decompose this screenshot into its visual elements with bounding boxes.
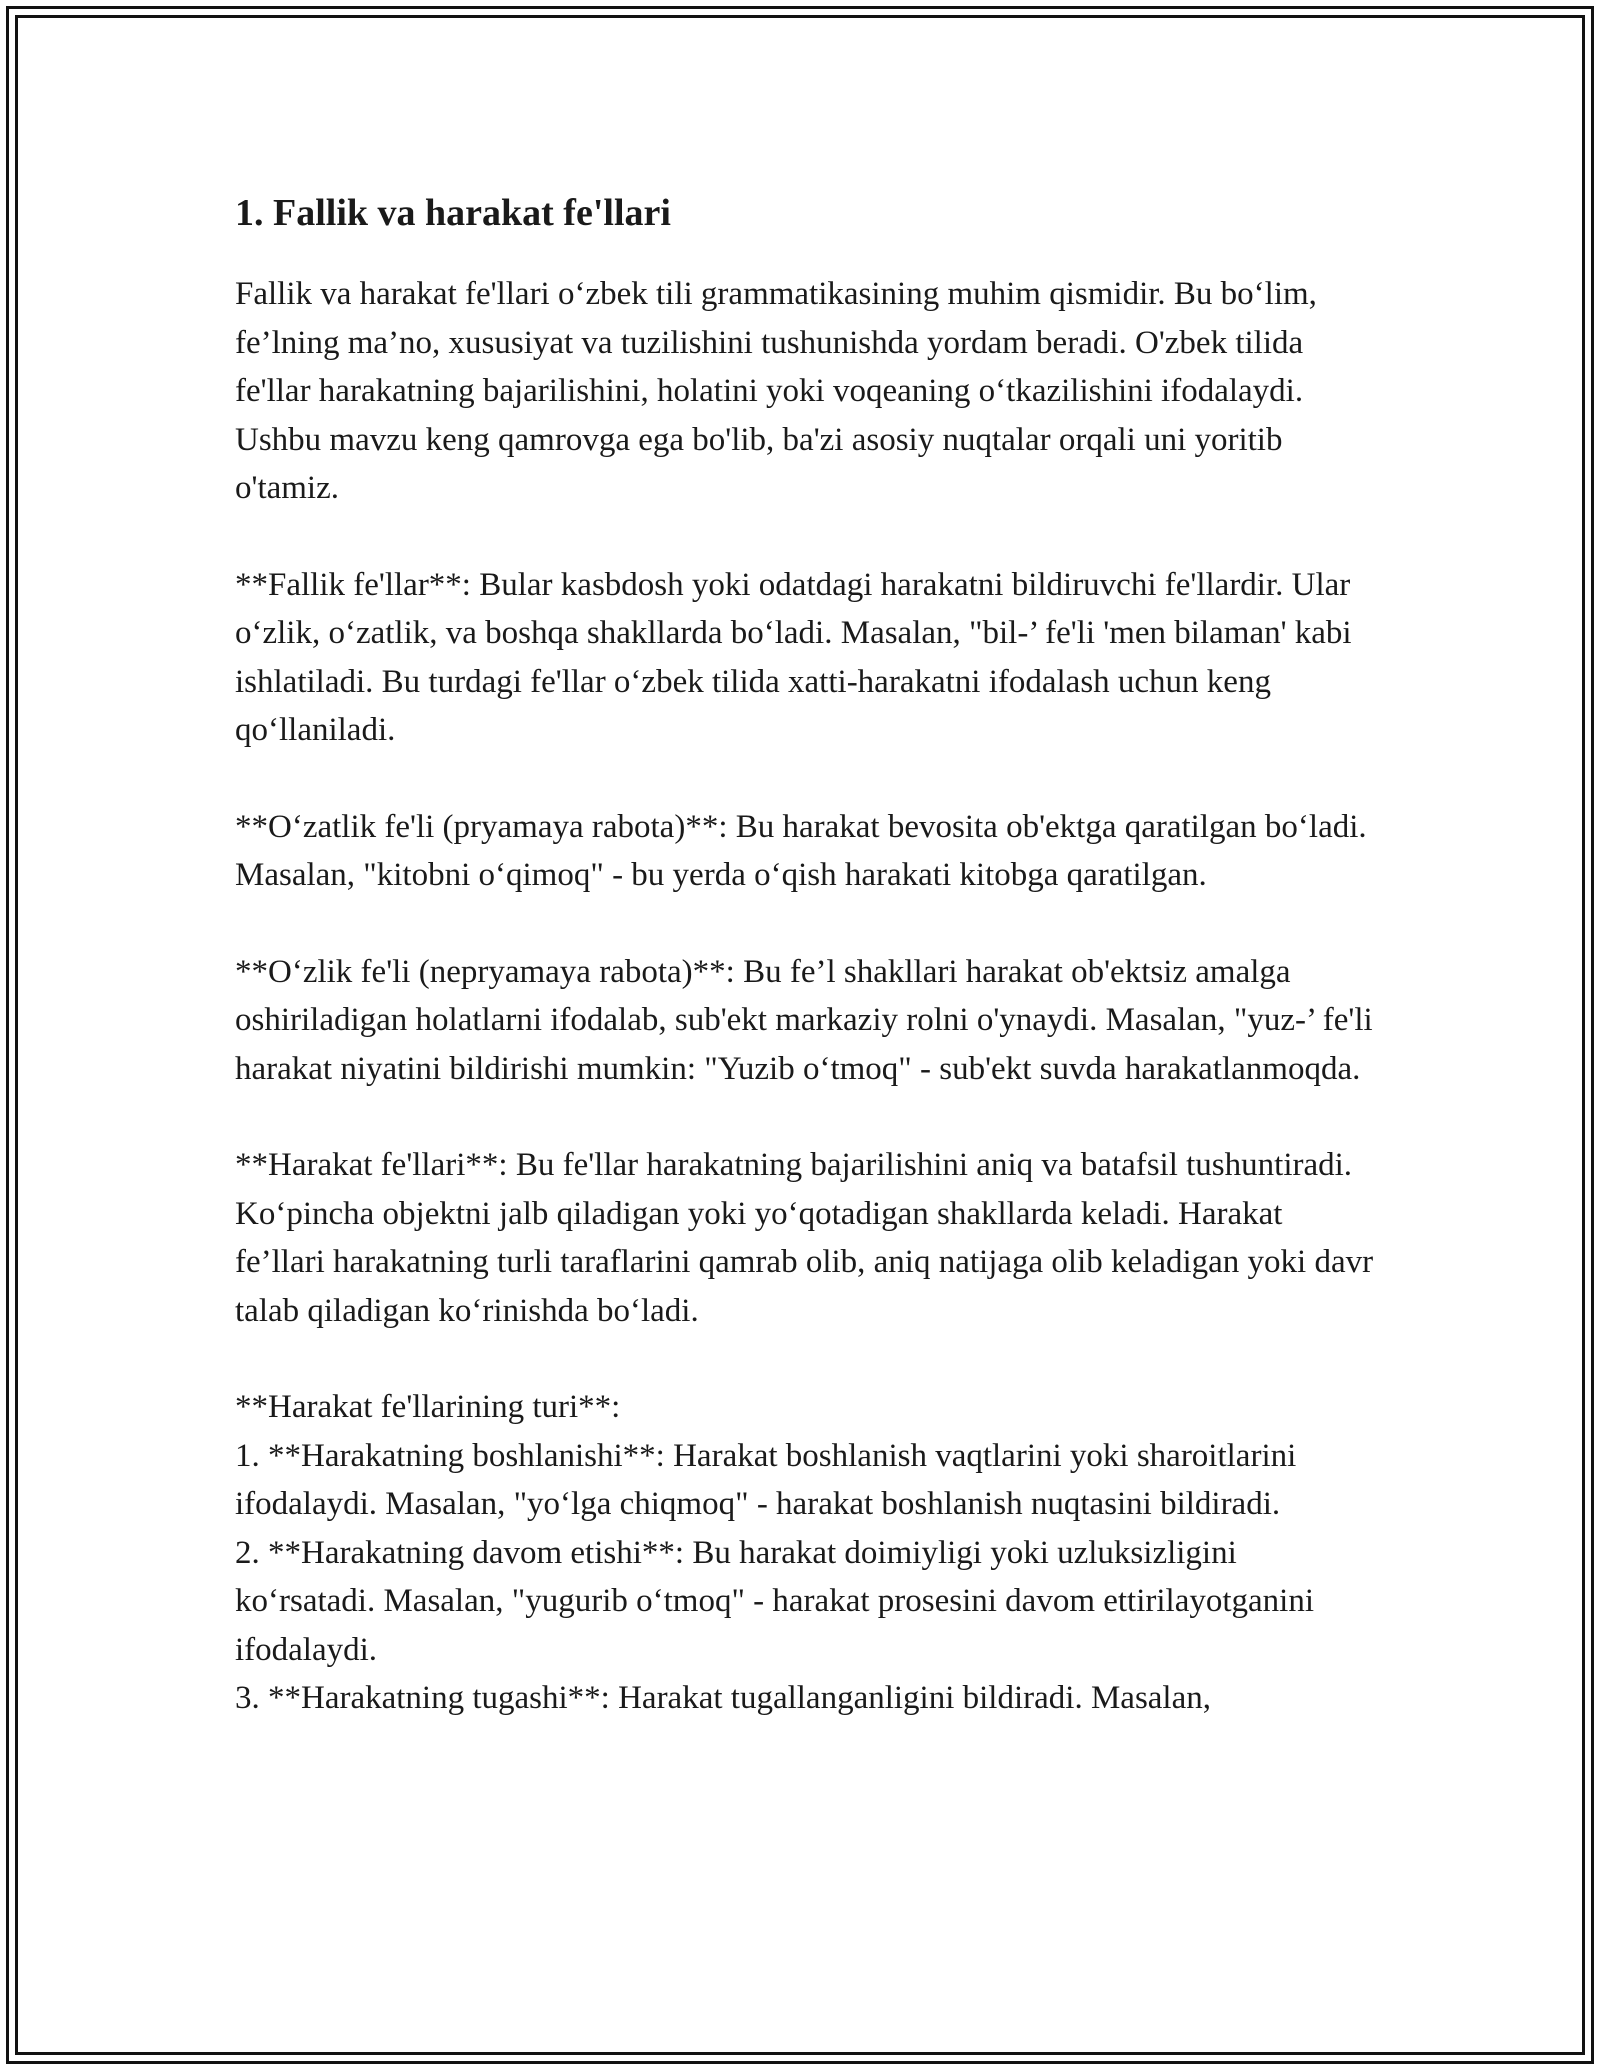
list-intro: **Harakat fe'llarining turi**: (235, 1389, 621, 1425)
paragraph-ozatlik-feli: **O‘zatlik fe'li (pryamaya rabota)**: Bu harakat bevosita ob'ektga qaratilgan bo‘ladi. Masalan, "kitobni o‘qimoq" - bu yerda o‘qish harakati kitobga qaratilgan. (235, 808, 1367, 893)
document-body (235, 190, 1375, 1723)
list-item: 2. **Harakatning davom etishi**: Bu harakat doimiyligi yoki uzluksizligini ko‘rsatadi. Masalan, "yugurib o‘tmoq" - harakat prosesini davom ettirilayotganini ifodalaydi. (235, 1534, 1315, 1668)
paragraph-fallik-fellar: **Fallik fe'llar**: Bular kasbdosh yoki odatdagi harakatni bildiruvchi fe'llardir. Ular o‘zlik, o‘zatlik, va boshqa shakllarda bo‘ladi. Masalan, "bil-’ fe'li 'men bilaman' kabi ishlatiladi. Bu turdagi fe'llar o‘zbek tilida xatti-harakatni ifodalash uchun keng qo‘llaniladi. (235, 566, 1352, 748)
types-list (235, 1383, 1375, 1723)
list-item: 3. **Harakatning tugashi**: Harakat tugallanganligini bildiradi. Masalan, (235, 1680, 1211, 1716)
paragraph-harakat-fellari: **Harakat fe'llari**: Bu fe'llar harakatning bajarilishini aniq va batafsil tushuntiradi. Ko‘pincha objektni jalb qiladigan yoki yo‘qotadigan shakllarda keladi. Harakat fe’llari harakatning turli taraflarini qamrab olib, aniq natijaga olib keladigan yoki davr talab qiladigan ko‘rinishda bo‘ladi. (235, 1147, 1374, 1329)
section-heading: 1. Fallik va harakat fe'llari (235, 192, 671, 234)
paragraph-intro: Fallik va harakat fe'llari o‘zbek tili grammatikasining muhim qismidir. Bu bo‘lim, fe’lning ma’no, xususiyat va tuzilishini tushunishda yordam beradi. O'zbek tilida fe'llar harakatning bajarilishini, holatini yoki voqeaning o‘tkazilishini ifodalaydi. Ushbu mavzu keng qamrovga ega bo'lib, ba'zi asosiy nuqtalar orqali uni yoritib o'tamiz. (235, 276, 1317, 506)
paragraph-ozlik-feli: **O‘zlik fe'li (nepryamaya rabota)**: Bu fe’l shakllari harakat ob'ektsiz amalga oshiriladigan holatlarni ifodalab, sub'ekt markaziy rolni o'ynaydi. Masalan, "yuz-’ fe'li harakat niyatini bildirishi mumkin: "Yuzib o‘tmoq" - sub'ekt suvda harakatlanmoqda. (235, 953, 1373, 1087)
list-item: 1. **Harakatning boshlanishi**: Harakat boshlanish vaqtlarini yoki sharoitlarini ifodalaydi. Masalan, "yo‘lga chiqmoq" - harakat boshlanish nuqtasini bildiradi. (235, 1437, 1297, 1522)
